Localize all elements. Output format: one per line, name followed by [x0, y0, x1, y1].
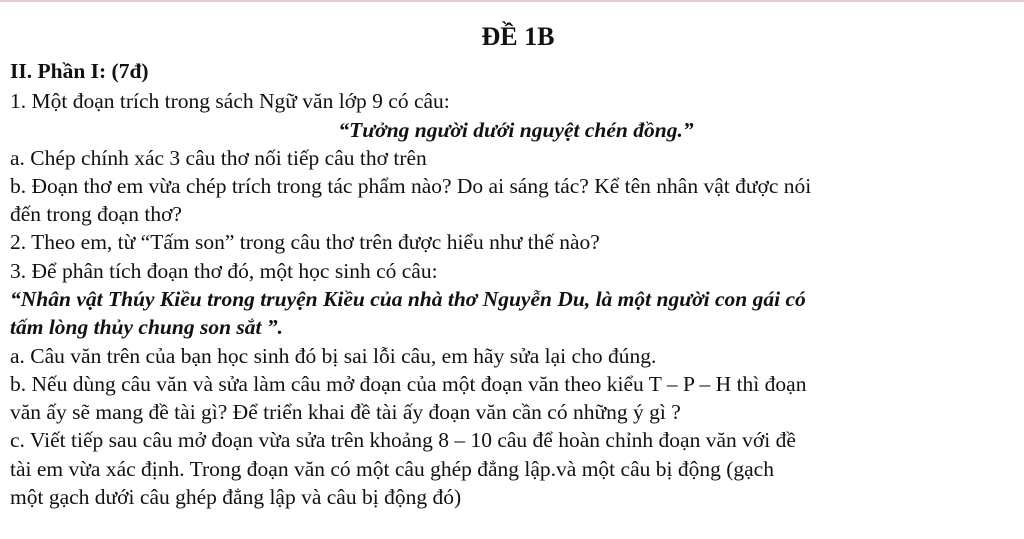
question-3c: c. Viết tiếp sau câu mở đoạn vừa sửa trên khoảng 8 – 10 câu để hoàn chỉnh đoạn văn với đề — [10, 428, 796, 452]
question-3b: b. Nếu dùng câu văn và sửa làm câu mở đoạn của một đoạn văn theo kiểu T – P – H thì đoạn — [10, 372, 807, 396]
question-3c-line-3: một gạch dưới câu ghép đẳng lập và câu bị động đó) — [10, 485, 462, 509]
section-heading: II. Phần I: (7đ) — [10, 59, 149, 83]
question-3c-line-2: tài em vừa xác định. Trong đoạn văn có một câu ghép đẳng lập.và một câu bị động (gạch — [10, 457, 774, 481]
question-2: 2. Theo em, từ “Tấm son” trong câu thơ trên được hiểu như thế nào? — [10, 230, 600, 254]
question-1: 1. Một đoạn trích trong sách Ngữ văn lớp 9 có câu: — [10, 89, 450, 113]
question-1b: b. Đoạn thơ em vừa chép trích trong tác phẩm nào? Do ai sáng tác? Kể tên nhân vật được nói — [10, 174, 812, 198]
student-sentence: “Nhân vật Thúy Kiều trong truyện Kiều của nhà thơ Nguyễn Du, là một người con gái có — [10, 287, 806, 311]
question-3a: a. Câu văn trên của bạn học sinh đó bị sai lỗi câu, em hãy sửa lại cho đúng. — [10, 344, 657, 368]
question-3b-continued: văn ấy sẽ mang đề tài gì? Để triển khai đề tài ấy đoạn văn cần có những ý gì ? — [10, 400, 681, 424]
exam-title: ĐỀ 1B — [481, 22, 555, 51]
quoted-verse: “Tưởng người dưới nguyệt chén đồng.” — [338, 118, 694, 142]
question-1b-continued: đến trong đoạn thơ? — [10, 202, 182, 226]
student-sentence-continued: tấm lòng thủy chung son sắt ”. — [10, 315, 284, 339]
question-1a: a. Chép chính xác 3 câu thơ nối tiếp câu thơ trên — [10, 146, 427, 170]
question-3: 3. Để phân tích đoạn thơ đó, một học sinh có câu: — [10, 259, 438, 283]
